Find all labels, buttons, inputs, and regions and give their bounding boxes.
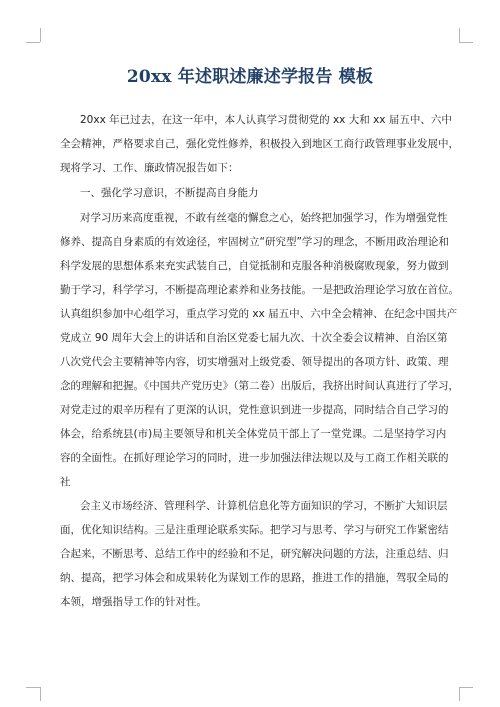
section-heading: 一、强化学习意识，不断提高自身能力 — [80, 187, 259, 199]
paragraph-line: 面，优化知识结构。三是注重理论联系实际。把学习与思考、学习与研究工作紧密结 — [60, 524, 449, 536]
paragraph-line: 20xx 年已过去，在这一年中，本人认真学习贯彻党的 xx 大和 xx 届五中、六中 — [80, 114, 452, 126]
crop-mark-bottom-right-h — [459, 687, 473, 688]
paragraph-line: 现将学习、工作、廉政情况报告如下： — [60, 162, 239, 174]
paragraph-line: 全会精神，严格要求自己，强化党性修养，积极投入到地区工商行政管理事业发展中， — [60, 138, 459, 150]
paragraph-line: 容的全面性。在抓好理论学习的同时，进一步加强法律法规以及与工商工作相关联的 — [60, 452, 449, 464]
paragraph-line: 认真组织参加中心组学习，重点学习党的 xx 届五中、六中全会精神、在纪念中国共产 — [60, 308, 458, 320]
crop-mark-bottom-right-v — [459, 687, 460, 701]
paragraph-line: 对党走过的艰辛历程有了更深的认识，党性意识到进一步提高，同时结合自己学习的 — [60, 404, 449, 416]
paragraph-line: 党成立 90 周年大会上的讲话和自治区党委七届九次、十次全委会议精神、自治区第 — [60, 332, 448, 344]
paragraph-line: 合起来，不断思考、总结工作中的经验和不足，研究解决问题的方法，注重总结、归 — [60, 548, 449, 560]
paragraph-line: 修养、提高自身素质的有效途径，牢固树立“研究型”学习的理念，不断用政治理论和 — [60, 236, 449, 248]
paragraph-line: 勤于学习，科学学习，不断提高理论素养和业务技能。一是把政治理论学习放在首位。 — [60, 284, 459, 296]
paragraph-line: 体会，给系统县(市)局主要领导和机关全体党员干部上了一堂党课。二是坚持学习内 — [60, 428, 447, 440]
paragraph-line: 社 — [60, 476, 71, 488]
document-title: 20xx 年述职述廉述学报告 模板 — [126, 67, 374, 87]
paragraph-line: 纳、提高，把学习体会和成果转化为谋划工作的思路，推进工作的措施，驾驭全局的 — [60, 572, 449, 584]
crop-mark-top-left-v — [40, 28, 41, 42]
crop-mark-top-right-v — [459, 28, 460, 42]
paragraph-line: 念的理解和把握。《中国共产党历史》（第二卷）出版后，我挤出时间认真进行了学习， — [60, 380, 459, 392]
paragraph-line: 科学发展的思想体系来充实武装自己，自觉抵制和克服各种消极腐败现象，努力做到 — [60, 260, 449, 272]
crop-mark-top-left-h — [26, 42, 40, 43]
crop-mark-bottom-left-h — [26, 687, 40, 688]
crop-mark-bottom-left-v — [40, 687, 41, 701]
paragraph-line: 八次党代会主要精神等内容，切实增强对上级党委、领导提出的各项方针、政策、理 — [60, 356, 449, 368]
paragraph-line: 会主义市场经济、管理科学、计算机信息化等方面知识的学习，不断扩大知识层 — [80, 500, 448, 512]
crop-mark-top-right-h — [459, 42, 473, 43]
paragraph-line: 对学习历来高度重视，不敢有丝毫的懈怠之心，始终把加强学习，作为增强党性 — [80, 212, 448, 224]
paragraph-line: 本领，增强指导工作的针对性。 — [60, 596, 207, 608]
